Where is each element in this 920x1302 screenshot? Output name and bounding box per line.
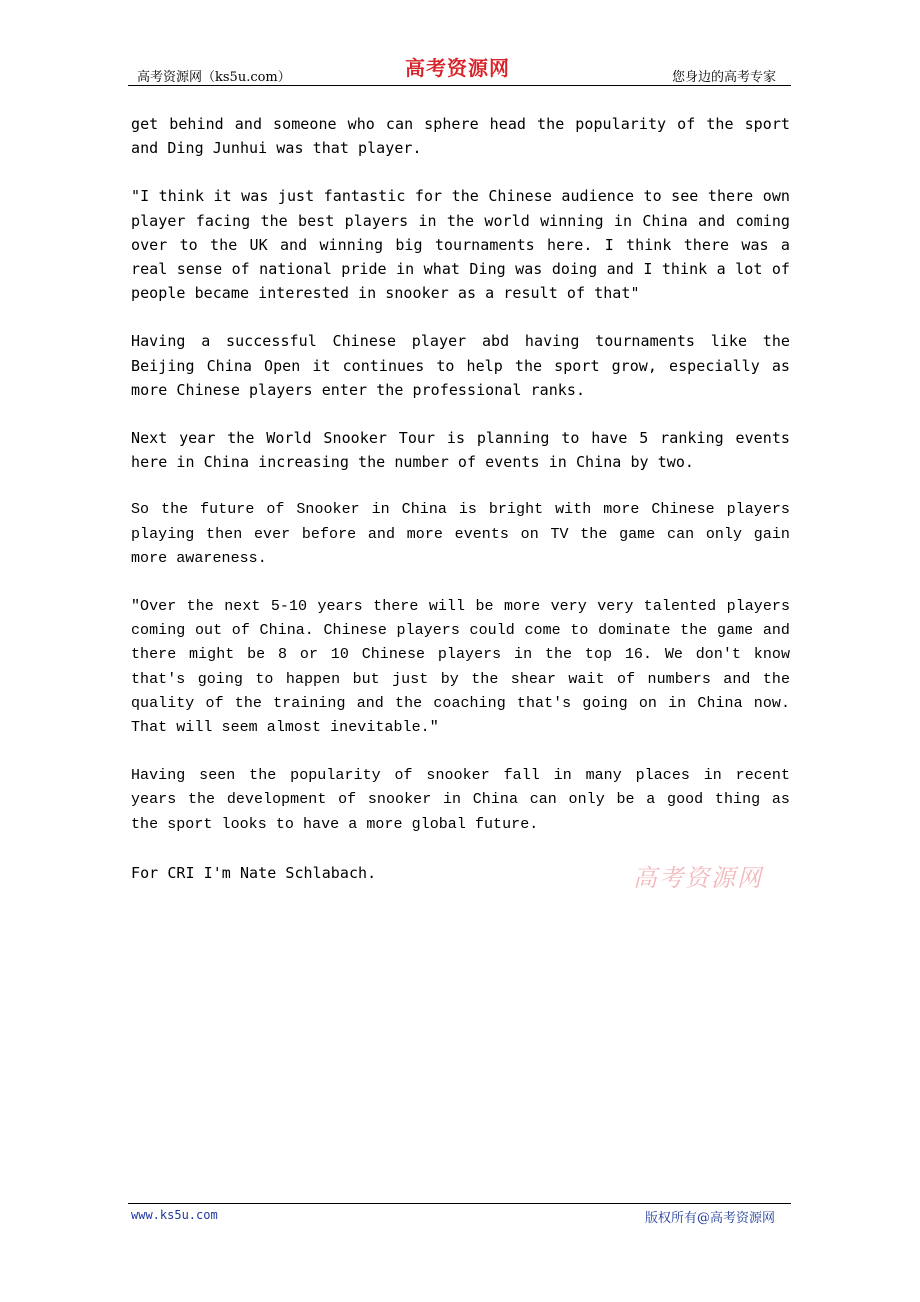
article-body xyxy=(131,112,790,909)
paragraph: Having a successful Chinese player abd having tournaments like the Beijing China Open it continues to help the sport grow, especially as more Chinese players enter the professional ranks. xyxy=(131,332,790,399)
watermark-logo: 高考资源网 xyxy=(633,864,763,892)
footer-link[interactable]: www.ks5u.com xyxy=(131,1208,218,1222)
header-logo: 高考资源网 xyxy=(405,56,510,80)
paragraph: Having seen the popularity of snooker fall in many places in recent years the development of snooker in China can only be a good thing as the sport looks to have a more global future. xyxy=(131,767,790,833)
header-site-name: 高考资源网（ks5u.com） xyxy=(137,70,291,85)
paragraph: "Over the next 5-10 years there will be more very very talented players coming out of China. Chinese players could come to dominate the game and there might be 8 or 10 Chinese players in the top 16. We don't know that's going to happen but just by the shear wait of numbers and the quality of the training and the coaching that's going on in China now. That will seem almost inevitable." xyxy=(131,598,790,737)
header-slogan: 您身边的高考专家 xyxy=(672,70,777,85)
footer-copyright: 版权所有@高考资源网 xyxy=(645,1211,776,1226)
paragraph: Next year the World Snooker Tour is planning to have 5 ranking events here in China increasing the number of events in China by two. xyxy=(131,429,790,472)
sign-off: For CRI I'm Nate Schlabach. xyxy=(131,863,377,882)
header-divider xyxy=(128,85,791,86)
paragraph: get behind and someone who can sphere head the popularity of the sport and Ding Junhui was that player. xyxy=(131,115,790,158)
paragraph: So the future of Snooker in China is bright with more Chinese players playing then ever before and more events on TV the game can only gain more awareness. xyxy=(131,501,790,567)
paragraph: "I think it was just fantastic for the Chinese audience to see there own player facing the best players in the world winning in China and coming over to the UK and winning big tournaments here. I think there was a real sense of national pride in what Ding was doing and I think a lot of people became interested in snooker as a result of that" xyxy=(131,187,790,303)
footer-divider xyxy=(128,1203,791,1204)
